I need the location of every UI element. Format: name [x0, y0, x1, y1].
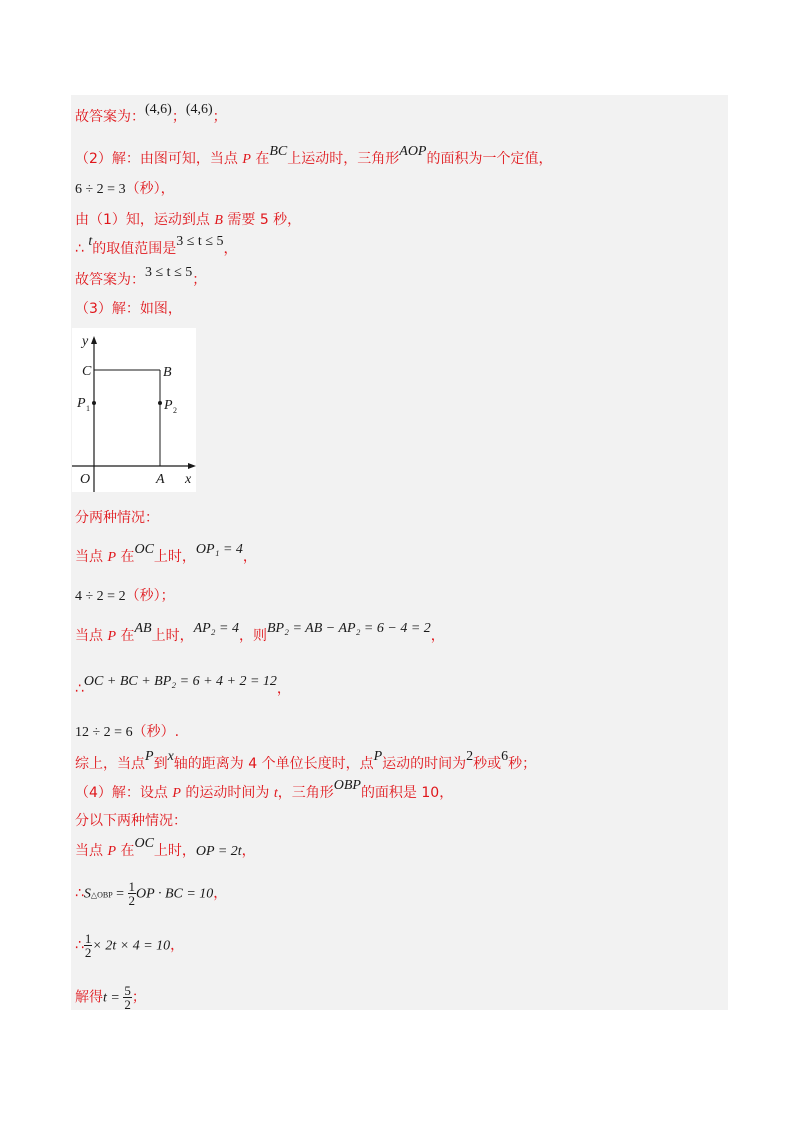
text: 运动的时间为 [382, 756, 467, 772]
text: 综上，当点 [75, 756, 145, 772]
text: 的运动时间为 [180, 785, 274, 801]
text: ； [212, 109, 227, 125]
calc-line-13 [75, 723, 179, 742]
text: ，三角形 [277, 785, 334, 801]
text: 故答案为： [75, 272, 145, 288]
cases-line-2 [75, 812, 187, 830]
answer-line-1 [75, 102, 227, 127]
fraction-numerator: 1 [84, 931, 92, 946]
part2-line [75, 144, 553, 169]
text: ， [223, 241, 238, 257]
text: 上时， [151, 628, 194, 644]
text: （秒）， [125, 181, 175, 197]
math: 3 ≤ t ≤ 5 [145, 265, 193, 280]
area-formula-line [75, 880, 227, 907]
text: 在 [116, 843, 135, 859]
math: AB [134, 621, 152, 636]
rectangle-diagram [72, 328, 196, 492]
text: ； [192, 272, 207, 288]
text: 需要 5 秒， [222, 212, 302, 228]
label-b: B [163, 365, 172, 380]
text: 轴的距离为 4 个单位长度时，点 [173, 756, 374, 772]
fraction-denominator: 2 [84, 945, 92, 960]
point-label: P [242, 152, 251, 167]
solution-line [75, 984, 146, 1011]
text: ， [241, 843, 256, 859]
math: OC + BC + BP₂ = 6 + 4 + 2 = 12 [83, 674, 277, 689]
text: 上时， [153, 843, 196, 859]
math: x [167, 749, 174, 764]
label-p2: P [164, 398, 173, 413]
text: 分两种情况： [75, 510, 159, 526]
math: × 2t × 4 = 10 [92, 938, 171, 954]
math: t = [103, 990, 124, 1006]
text: ，则 [239, 628, 267, 644]
part3-line [75, 300, 182, 318]
point-p2 [158, 401, 162, 405]
text: 上时， [153, 549, 196, 565]
text: （4）解：设点 [75, 785, 173, 801]
fraction-denominator: 2 [124, 997, 131, 1012]
text: 秒或 [473, 756, 502, 772]
text: ， [242, 549, 257, 565]
coordinate-figure [72, 328, 196, 492]
text: ∴ [75, 241, 89, 257]
math: P [373, 749, 383, 764]
math: (4,6) [145, 102, 172, 117]
text: 分以下两种情况： [75, 813, 187, 829]
text: ， [430, 628, 445, 644]
label-y: y [82, 334, 89, 349]
case-oc-line [75, 542, 257, 567]
answer-line-2 [75, 265, 207, 290]
text: ； [131, 989, 146, 1006]
math: t [88, 234, 93, 249]
math: 2 [466, 749, 474, 764]
math: 6 [501, 749, 509, 764]
calc-line-10 [75, 587, 175, 606]
text: 当点 [75, 549, 108, 565]
math: AOP [399, 144, 427, 159]
text: 到 [153, 756, 168, 772]
math: OP · BC = 10 [136, 886, 214, 902]
label-p2-sub: 2 [173, 406, 177, 415]
variable-t: t [273, 786, 278, 801]
text: 在 [116, 628, 135, 644]
math: BC [269, 144, 288, 159]
math: AP₂ = 4 [193, 621, 239, 636]
math: BP₂ = AB − AP₂ = 6 − 4 = 2 [267, 621, 431, 636]
label-x: x [185, 472, 192, 487]
text: 上运动时，三角形 [287, 151, 400, 167]
text: （2）解：由图可知，当点 [75, 151, 243, 167]
math: OP₁ = 4 [195, 542, 243, 557]
fraction [123, 984, 132, 1011]
text: 解得 [75, 989, 103, 1006]
label-p1: P [77, 396, 86, 411]
math: OC [134, 836, 154, 851]
sum-line [75, 674, 291, 699]
equation-line [75, 932, 184, 959]
text: 当点 [75, 843, 108, 859]
summary-line [75, 749, 537, 774]
range-line [75, 234, 238, 259]
point-label: P [107, 844, 117, 859]
math: 4 ÷ 2 = 2 [75, 589, 126, 604]
fraction-denominator: 2 [128, 893, 136, 908]
text: ∴ [75, 885, 84, 902]
label-c: C [82, 364, 92, 379]
math: P [145, 749, 154, 764]
known-line [75, 211, 301, 230]
text: 由（1）知，运动到点 [75, 212, 215, 228]
text: 在 [250, 151, 270, 167]
text: 当点 [75, 628, 108, 644]
text: 故答案为： [75, 109, 145, 125]
text: ∴ [75, 681, 84, 697]
text: （3）解：如图， [75, 301, 182, 317]
math: OP = 2t [195, 844, 242, 859]
text: （秒）； [125, 588, 175, 604]
point-label: P [107, 629, 117, 644]
fraction-numerator: 1 [128, 879, 136, 894]
math: S [83, 886, 91, 902]
y-axis-arrow-icon [91, 336, 97, 344]
case-oc-line-2 [75, 836, 256, 861]
label-p1-sub: 1 [86, 404, 90, 413]
text: ， [276, 681, 291, 697]
math: 12 ÷ 2 = 6 [75, 725, 133, 740]
math-subscript: △OBP [90, 890, 113, 900]
point-p1 [92, 401, 96, 405]
text: ； [171, 109, 186, 125]
math: OC [134, 542, 154, 557]
text: 的面积是 10， [360, 785, 454, 801]
point-label: B [214, 213, 223, 228]
point-label: P [107, 550, 117, 565]
fraction [128, 880, 137, 907]
text: 的面积为一个定值， [426, 151, 553, 167]
calc-line-3 [75, 180, 175, 199]
part4-line [75, 778, 454, 803]
case-ab-line [75, 621, 445, 646]
label-a: A [156, 472, 165, 487]
text: ∴ [75, 937, 84, 954]
math: 3 ≤ t ≤ 5 [176, 234, 224, 249]
text: 秒； [508, 756, 537, 772]
text: 的取值范围是 [92, 241, 177, 257]
math: (4,6) [185, 102, 213, 117]
text: （秒）. [132, 724, 180, 740]
text: ， [213, 885, 228, 902]
label-o: O [80, 472, 91, 487]
text: 在 [116, 549, 135, 565]
point-label: P [172, 786, 181, 801]
fraction-numerator: 5 [124, 983, 131, 998]
x-axis-arrow-icon [188, 463, 196, 469]
text: ， [170, 937, 185, 954]
math: 6 ÷ 2 = 3 [75, 182, 126, 197]
cases-line [75, 509, 159, 527]
math: OBP [333, 778, 361, 793]
math: = [112, 886, 128, 902]
